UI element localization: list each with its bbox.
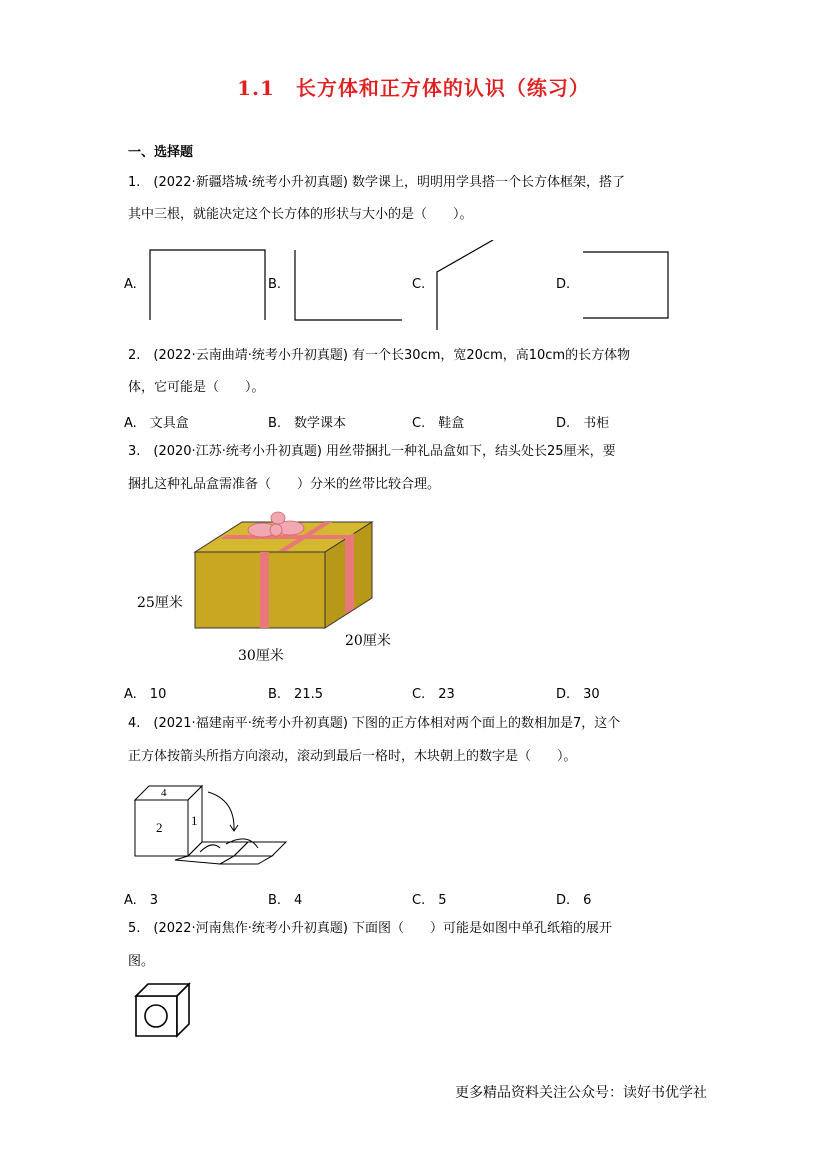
gift-box-figure	[190, 510, 380, 635]
q3-option-b: B. 21.5	[268, 687, 323, 702]
question-5-line-1: 5. (2022·河南焦作·统考小升初真题) 下面图（ ）可能是如图中单孔纸箱的展开	[128, 921, 613, 936]
frame-a	[150, 250, 265, 320]
ribbon-bow	[248, 512, 304, 537]
frame-c	[437, 240, 493, 330]
rolling-cube-figure	[130, 782, 290, 867]
footer-note: 更多精品资料关注公众号：读好书优学社	[455, 1085, 707, 1101]
section-heading: 一、选择题	[128, 145, 194, 160]
width-label: 20厘米	[345, 633, 391, 649]
grid-cell-2	[234, 842, 286, 856]
q1-option-b: B.	[268, 277, 282, 292]
q2-option-c: C. 鞋盒	[412, 416, 465, 431]
q3-option-d: D. 30	[556, 687, 600, 702]
grid-cell-3	[175, 856, 234, 864]
question-2-line-1: 2. (2022·云南曲靖·统考小升初真题) 有一个长30cm，宽20cm，高10cm的长方体物	[128, 348, 631, 363]
question-5-line-2: 图。	[128, 954, 155, 969]
q3-option-a: A. 10	[124, 687, 167, 702]
q1-option-c: C.	[412, 277, 426, 292]
question-2-line-2: 体，它可能是（ ）。	[128, 380, 265, 395]
cube-side-number: 1	[191, 813, 198, 828]
single-hole-box-figure	[134, 982, 194, 1040]
question-3-line-2: 捆扎这种礼品盒需准备（ ）分米的丝带比较合理。	[128, 477, 441, 492]
cube-front-number: 2	[156, 820, 163, 835]
q1-frame-figures	[140, 240, 680, 335]
question-1-line-1: 1. (2022·新疆塔城·统考小升初真题) 数学课上，明明用学具搭一个长方体框架，搭了	[128, 175, 626, 190]
q2-option-d: D. 书柜	[556, 416, 610, 431]
question-4-line-2: 正方体按箭头所指方向滚动，滚动到最后一格时，木块朝上的数字是（ ）。	[128, 749, 577, 764]
roll-arrow-3	[226, 839, 258, 848]
frame-d	[583, 252, 668, 318]
question-4-line-1: 4. (2021·福建南平·统考小升初真题) 下图的正方体相对两个面上的数相加是7，这个	[128, 716, 621, 731]
question-3-line-1: 3. (2020·江苏·统考小升初真题) 用丝带捆扎一种礼品盒如下，结头处长25厘米，要	[128, 444, 616, 459]
q4-option-c: C. 5	[412, 893, 447, 908]
q1-option-d: D.	[556, 277, 571, 292]
cube-top-number: 4	[161, 787, 167, 799]
box-hole	[145, 1005, 167, 1027]
frame-b	[295, 250, 402, 320]
q4-option-d: D. 6	[556, 893, 592, 908]
q4-option-a: A. 3	[124, 893, 159, 908]
q4-option-b: B. 4	[268, 893, 303, 908]
q2-option-b: B. 数学课本	[268, 416, 347, 431]
height-label: 25厘米	[137, 595, 183, 611]
q1-option-a: A.	[124, 277, 137, 292]
roll-arrow-2	[200, 845, 220, 852]
page-title: 1.1 长方体和正方体的认识（练习）	[237, 76, 590, 100]
q2-option-a: A. 文具盒	[124, 416, 189, 431]
grid-cell-4	[220, 856, 272, 864]
q3-option-c: C. 23	[412, 687, 455, 702]
length-label: 30厘米	[238, 648, 284, 664]
question-1-line-2: 其中三根，就能决定这个长方体的形状与大小的是（ ）。	[128, 207, 473, 222]
roll-arrow-1	[208, 792, 234, 830]
